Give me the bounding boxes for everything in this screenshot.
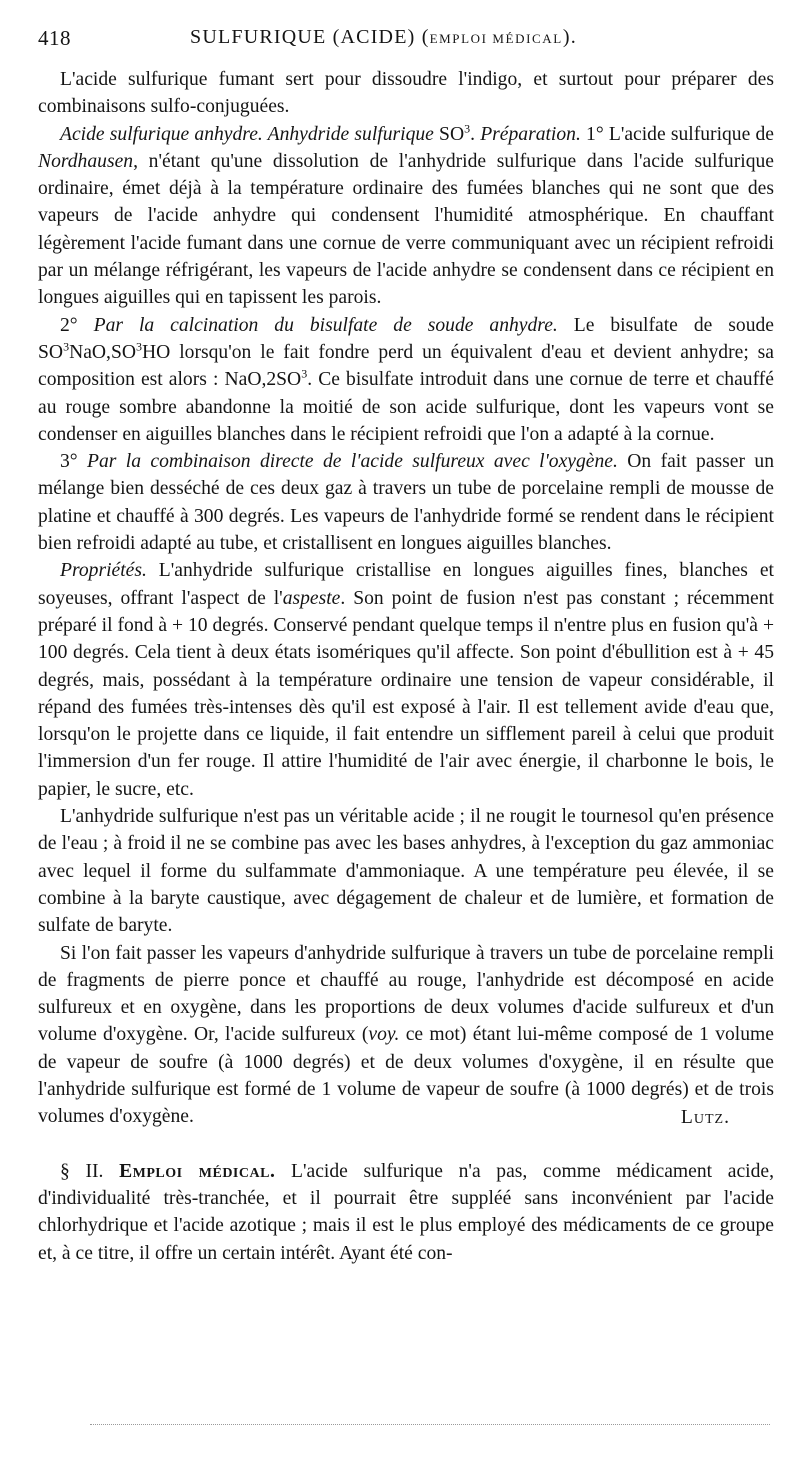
running-head-subtitle: EMPLOI MÉDICAL	[429, 31, 563, 46]
formula-dot: .	[470, 123, 476, 145]
subheading-preparation: Préparation.	[480, 123, 581, 145]
subheading-anhydride: Acide sulfurique anhydre. Anhydride sulfurique	[60, 123, 434, 145]
section-number: § II.	[60, 1160, 104, 1182]
paragraph-text: Si l'on fait passer les vapeurs d'anhydride sulfurique à travers un tube de porcelaine rempli de fragments de pierre ponce et chauffé au rouge, l'anhydride est décomposé en acide sulfureux et en oxygène, dans les proportions de deux volumes d'acide sulfureux et d'un volume d'oxygène. Or, l'acide sulfureux (	[38, 942, 774, 1046]
step-three-number: 3°	[60, 451, 78, 473]
formula-base: SO	[439, 123, 465, 145]
footer-rule	[90, 1424, 770, 1425]
paragraph-decomposition	[38, 940, 774, 1131]
paragraph-acidity	[38, 803, 774, 939]
running-head	[190, 26, 577, 49]
paragraph-text: . Ce bisulfate introduit dans une cornue de terre et chauffé au rouge sombre abandonne la moitié de son acide sulfurique, dont les vapeurs vont se condenser en aiguilles blanches dans le récipient refroidi que l'on a adapté à la cornue.	[38, 369, 774, 445]
section-title: Emploi médical.	[119, 1160, 276, 1182]
term-asbestos: aspeste	[282, 587, 341, 609]
paragraph-anhydride-preparation	[38, 121, 774, 312]
formula-sup: 3	[63, 339, 70, 354]
paragraph-direct-combination	[38, 448, 774, 557]
paragraph-bisulfate	[38, 312, 774, 448]
paragraph-text: L'anhydride sulfurique n'est pas un véritable acide ; il ne rougit le tournesol qu'en présence de l'eau ; à froid il ne se combine pas avec les bases anhydres, à l'exception du gaz ammoniac avec lequel il forme du sulfammate d'ammoniaque. A une température peu élevée, il se combine à la baryte caustique, avec dégagement de chaleur et de lumière, et formation de sulfate de baryte.	[38, 806, 774, 937]
paragraph-text: L'anhydride sulfurique cristallise en longues aiguilles fines, blanches et soyeuses, offrant l'aspect de l'	[38, 560, 774, 609]
place-nordhausen: Nordhausen	[38, 150, 134, 172]
subheading-bisulfate: Par la calcination du bisulfate de soude anhydre.	[93, 314, 558, 336]
paragraph-fuming-acid	[38, 66, 774, 121]
paragraph-properties	[38, 557, 774, 803]
formula-sup: 3	[136, 339, 143, 354]
running-head-open: (	[421, 26, 430, 48]
body-text	[38, 66, 774, 1267]
formula-sup: 3	[301, 366, 308, 381]
paragraph-text: L'acide sulfurique n'a pas, comme médicament acide, d'individualité très-tranchée, et il pourrait être suppléé sans inconvénient par l'acide chlorhydrique et l'acide azotique ; mais il est le plus employé des médicaments de ce groupe et, à ce titre, il offre un certain intérêt. Ayant été con-	[38, 1160, 774, 1264]
formula-so3	[439, 121, 476, 145]
paragraph-text: HO lorsqu'on le fait fondre perd un équivalent d'eau et devient anhydre; sa composition est alors : NaO,2SO	[38, 341, 774, 391]
paragraph-text: L'acide sulfurique fumant sert pour dissoudre l'indigo, et surtout pour préparer des combinaisons sulfo-conjuguées.	[38, 69, 774, 118]
paragraph-text: . Son point de fusion n'est pas constant ; récemment préparé il fond à + 10 degrés. Conservé pendant quelque temps il n'entre plus en fusion qu'à + 100 degrés. Cela tient à deux états isomériques qu'il affecte. Son point d'ébullition est à + 45 degrés, mais, possédant à la température ordinaire une tension de vapeur considérable, il répand des fumées très-intenses dès qu'il est exposé à l'air. Il est tellement avide d'eau que, lorsqu'on le projette dans ce liquide, il fait entendre un sifflement pareil à celui que produit l'immersion d'un fer rouge. Il attire l'humidité de l'air avec énergie, il charbonne le bois, le papier, le sucre, etc.	[38, 587, 774, 800]
paragraph-text: , n'étant qu'une dissolution de l'anhydride sulfurique dans l'acide sulfurique ordinaire, émet déjà à la température ordinaire des fumées blanches qui ne sont que des vapeurs de l'acide anhydre qui condensent l'humidité atmosphérique. En chauffant légèrement l'acide fumant dans une cornue de verre communiquant avec un récipient refroidi par un mélange réfrigérant, les vapeurs de l'acide anhydre se condensent dans ce récipient en longues aiguilles qui en tapissent les parois.	[38, 150, 774, 309]
page-number: 418	[38, 26, 71, 50]
subheading-properties: Propriétés.	[60, 560, 147, 582]
page-header	[38, 26, 774, 58]
running-head-close: ).	[562, 26, 577, 48]
paragraph-text: Le bisulfate de soude SO	[38, 314, 774, 363]
step-two-number: 2°	[60, 314, 78, 336]
paragraph-text: ce mot) étant lui-même composé de 1 volume de vapeur de soufre (à 1000 degrés) et de deux volumes d'oxygène, il en résulte que l'anhydride sulfurique est formé de 1 volume de vapeur de soufre (à 1000 degrés) et de trois volumes d'oxygène.	[38, 1024, 774, 1128]
paragraph-text: On fait passer un mélange bien desséché de ces deux gaz à travers un tube de porcelaine rempli de mousse de platine et chauffé à 300 degrés. Les vapeurs de l'anhydride formé se rendent dans le récipient bien refroidi adapté au tube, et cristallisent en longues aiguilles blanches.	[38, 451, 774, 555]
paragraph-text: NaO,SO	[69, 341, 137, 363]
document-page	[38, 26, 774, 1267]
formula-sup: 3	[464, 121, 471, 136]
paragraph-medical-use	[38, 1158, 774, 1267]
author-signature: Lutz.	[680, 1106, 730, 1128]
section-gap	[38, 1131, 774, 1158]
running-head-title: SULFURIQUE (ACIDE)	[190, 26, 416, 48]
cross-reference-voy: voy.	[368, 1024, 400, 1046]
step-one-number: 1° L'acide sulfurique de	[586, 123, 774, 145]
subheading-direct-combination: Par la combinaison directe de l'acide sulfureux avec l'oxygène.	[87, 451, 618, 473]
